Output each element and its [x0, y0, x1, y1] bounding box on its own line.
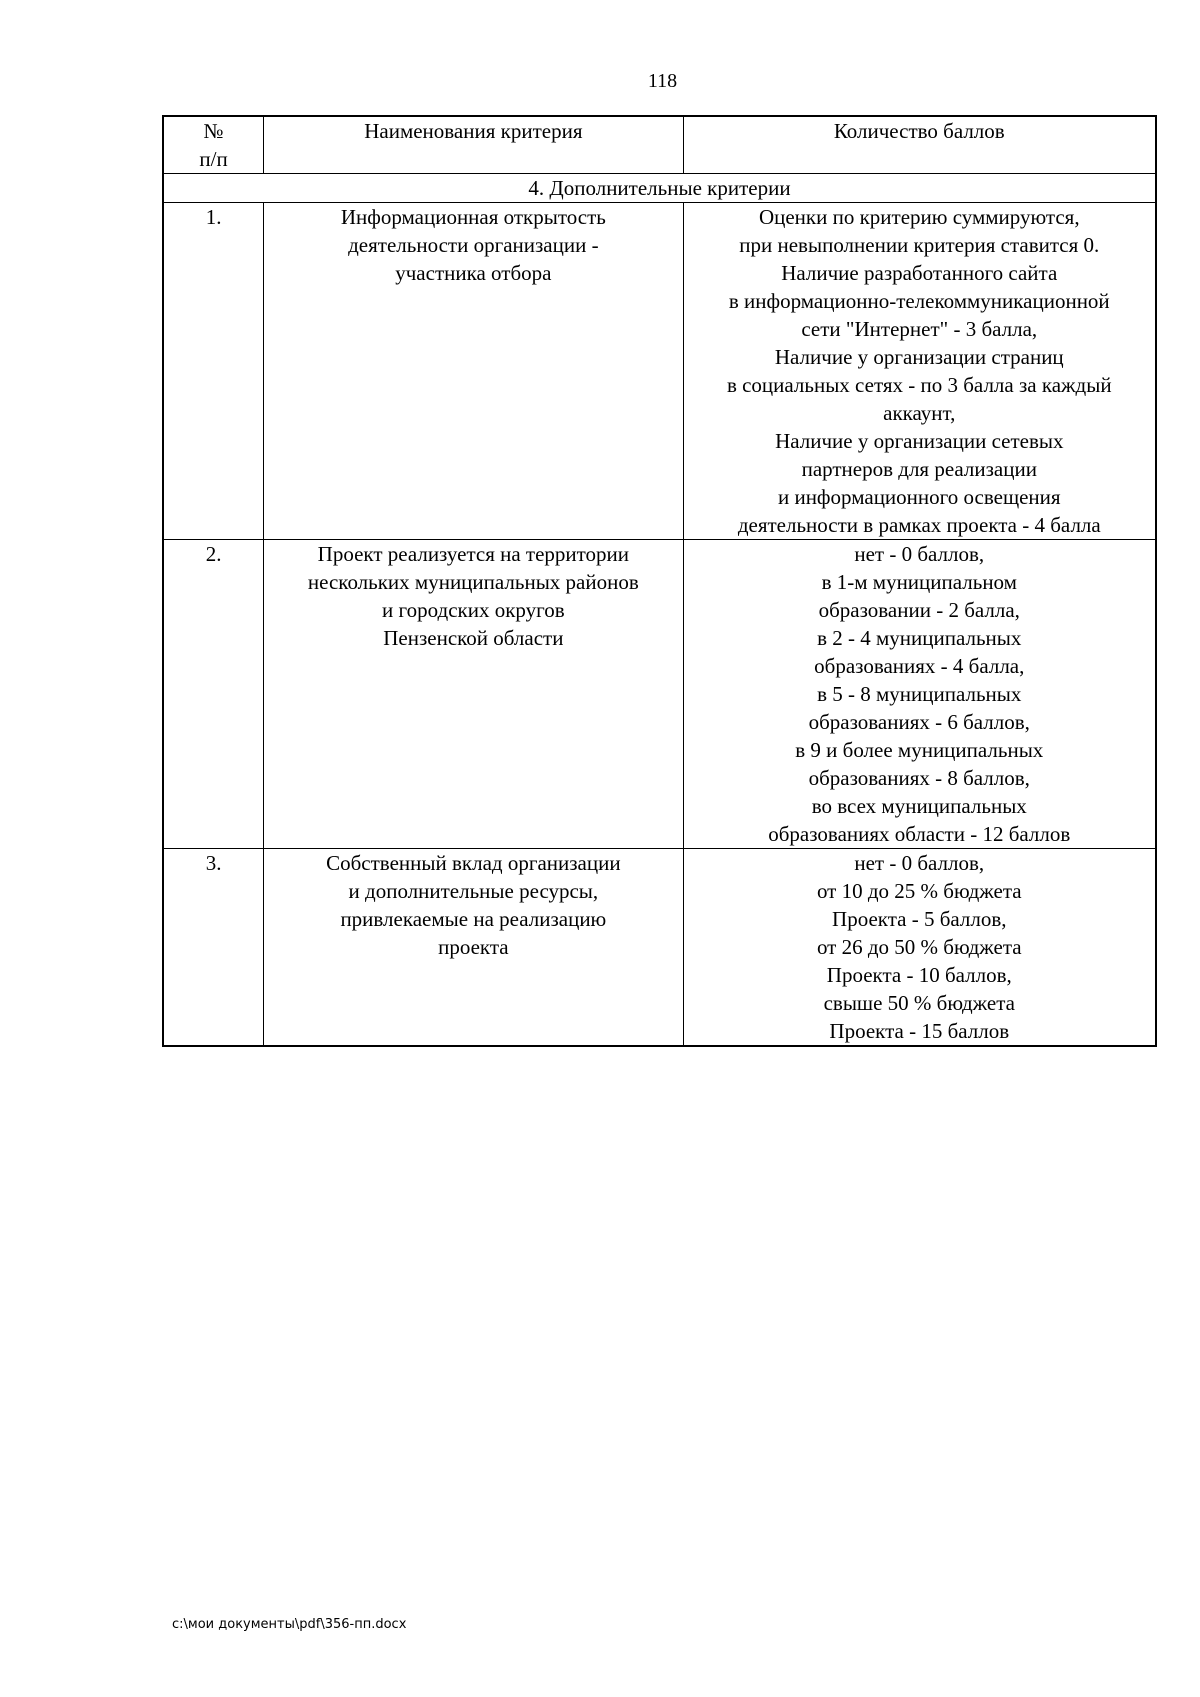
header-number-line1: №: [203, 119, 224, 143]
score-description-line: в информационно-телекоммуникационной: [728, 289, 1110, 313]
section-title-row: [163, 174, 1156, 203]
score-description-line: образованиях - 4 балла,: [814, 654, 1025, 678]
score-description-line: в 2 - 4 муниципальных: [817, 626, 1022, 650]
criterion-name-line: проекта: [438, 935, 509, 959]
score-description-line: от 10 до 25 % бюджета: [816, 879, 1022, 903]
criterion-name: [264, 203, 683, 540]
criterion-name-line: участника отбора: [395, 261, 552, 285]
score-description-line: Проекта - 5 баллов,: [832, 907, 1007, 931]
table-row: [163, 849, 1156, 1047]
criterion-name-line: Информационная открытость: [340, 205, 606, 229]
score-description-line: в социальных сетях - по 3 балла за каждый: [726, 373, 1112, 397]
header-number-line2: п/п: [199, 147, 228, 171]
table-row: [163, 203, 1156, 540]
section-title: 4. Дополнительные критерии: [163, 174, 1156, 203]
score-description-line: Проекта - 15 баллов: [829, 1019, 1010, 1043]
score-description-line: в 9 и более муниципальных: [795, 738, 1044, 762]
score-description-line: в 1-м муниципальном: [821, 570, 1017, 594]
score-description-line: образованиях - 8 баллов,: [808, 766, 1030, 790]
header-criterion-name: Наименования критерия: [264, 116, 683, 174]
table-body: [163, 174, 1156, 1047]
row-number: 1.: [163, 203, 264, 540]
footer-file-path: c:\мои документы\pdf\356-пп.docx: [172, 1617, 407, 1632]
table-header-row: [163, 116, 1156, 174]
score-description-line: Наличие у организации сетевых: [775, 429, 1064, 453]
criterion-name-line: Пензенской области: [383, 626, 564, 650]
page-number: 118: [647, 70, 678, 92]
score-description-line: образовании - 2 балла,: [818, 598, 1020, 622]
criteria-table: [162, 115, 1157, 1047]
criterion-name-line: деятельности организации -: [348, 233, 599, 257]
score-description: [683, 540, 1156, 849]
score-description-line: образованиях - 6 баллов,: [808, 710, 1030, 734]
score-description-line: сети "Интернет" - 3 балла,: [801, 317, 1038, 341]
score-description-line: Проекта - 10 баллов,: [826, 963, 1012, 987]
score-description-line: нет - 0 баллов,: [854, 851, 985, 875]
criterion-name-line: Проект реализуется на территории: [317, 542, 630, 566]
criterion-name-line: привлекаемые на реализацию: [340, 907, 607, 931]
header-number: [163, 116, 264, 174]
score-description-line: Наличие у организации страниц: [774, 345, 1064, 369]
score-description: [683, 849, 1156, 1047]
score-description-line: и информационного освещения: [777, 485, 1061, 509]
score-description-line: образованиях области - 12 баллов: [768, 822, 1071, 846]
table-row: [163, 540, 1156, 849]
score-description: [683, 203, 1156, 540]
score-description-line: свыше 50 % бюджета: [823, 991, 1015, 1015]
header-score: Количество баллов: [683, 116, 1156, 174]
criterion-name: [264, 540, 683, 849]
criterion-name-line: и дополнительные ресурсы,: [348, 879, 599, 903]
score-description-line: во всех муниципальных: [811, 794, 1027, 818]
score-description-line: Оценки по критерию суммируются,: [758, 205, 1080, 229]
criterion-name-line: Собственный вклад организации: [326, 851, 621, 875]
score-description-line: от 26 до 50 % бюджета: [816, 935, 1022, 959]
score-description-line: Наличие разработанного сайта: [781, 261, 1058, 285]
score-description-line: аккаунт,: [883, 401, 956, 425]
score-description-line: деятельности в рамках проекта - 4 балла: [737, 513, 1101, 537]
score-description-line: нет - 0 баллов,: [854, 542, 985, 566]
score-description-line: партнеров для реализации: [801, 457, 1037, 481]
row-number: 3.: [163, 849, 264, 1047]
row-number: 2.: [163, 540, 264, 849]
score-description-line: при невыполнении критерия ставится 0.: [739, 233, 1100, 257]
criterion-name: [264, 849, 683, 1047]
criterion-name-line: и городских округов: [382, 598, 565, 622]
score-description-line: в 5 - 8 муниципальных: [817, 682, 1022, 706]
criterion-name-line: нескольких муниципальных районов: [307, 570, 639, 594]
